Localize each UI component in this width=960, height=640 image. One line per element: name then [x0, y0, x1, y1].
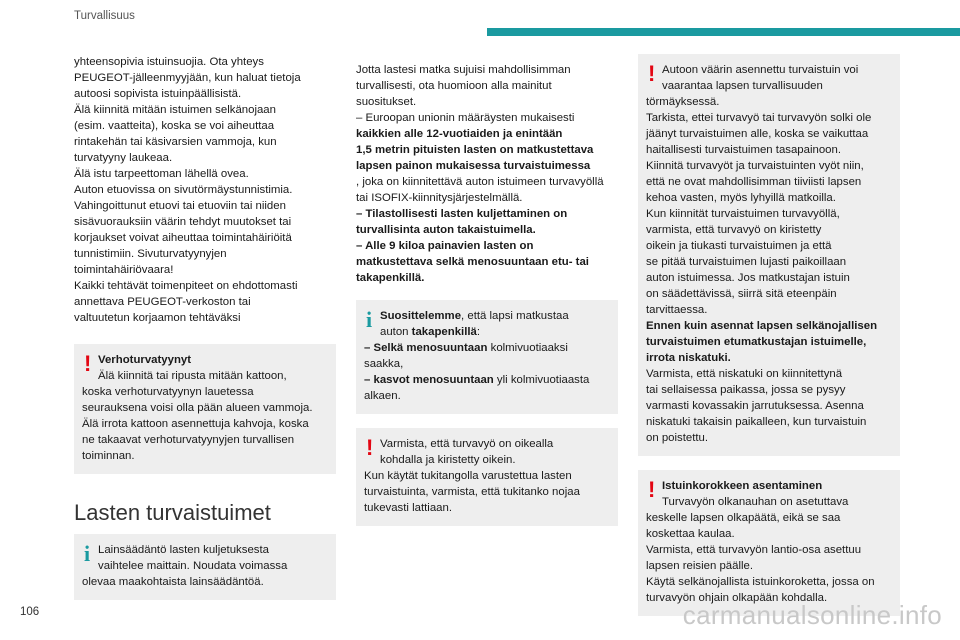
- text-line: turvatyyny laukeaa.: [74, 152, 173, 164]
- text-line: törmäyksessä.: [646, 96, 720, 108]
- text: , että lapsi matkustaa: [461, 310, 569, 322]
- bold-line: Ennen kuin asennat lapsen selkänojallisen: [646, 320, 878, 332]
- text-line: on säädettävissä, siirrä sitä eteenpäin: [646, 288, 837, 300]
- box-title: Verhoturvatyynyt: [98, 354, 192, 366]
- text-line: Kun kiinnität turvaistuimen turvavyöllä,: [646, 208, 840, 220]
- bold-text: – kasvot menosuuntaan: [364, 374, 494, 386]
- info-i-icon: i: [366, 307, 373, 332]
- text-line: seurauksena voisi olla pään alueen vammoja.: [82, 402, 313, 414]
- text-line: toimintahäiriövaara!: [74, 264, 174, 276]
- bold-line: turvallisinta auton takaistuimella.: [356, 224, 536, 236]
- text-line: niskatuki takaisin paikalleen, kun turvaistuin: [646, 416, 867, 428]
- text-line: Älä kiinnitä tai ripusta mitään kattoon,: [98, 370, 287, 382]
- text-line: vaihtelee maittain. Noudata voimassa: [98, 560, 288, 572]
- text-line: Varmista, että turvavyö on oikealla: [380, 438, 554, 450]
- bold-line: lapsen painon mukaisessa turvaistuimessa: [356, 160, 591, 172]
- text-line: (esim. vaatteita), koska se voi aiheuttaa: [74, 120, 275, 132]
- text-line: koska verhoturvatyynyn lauetessa: [82, 386, 254, 398]
- text-line: ne takaavat verhoturvatyynyjen turvallisen: [82, 434, 295, 446]
- text-line: PEUGEOT-jälleenmyyjään, kun haluat tietoja: [74, 72, 301, 84]
- text-line: varmasti kovassakin jarrutuksessa. Asenna: [646, 400, 864, 412]
- text-line: Älä irrota kattoon asennettuja kahvoja, koska: [82, 418, 309, 430]
- text-line: toiminnan.: [82, 450, 135, 462]
- text-line: on poistettu.: [646, 432, 709, 444]
- recommendations-text: [356, 62, 618, 286]
- text-line: Jotta lastesi matka sujuisi mahdollisimman: [356, 64, 571, 76]
- text-line: alkaen.: [364, 390, 401, 402]
- text-line: saakka,: [364, 358, 404, 370]
- column-2: [356, 54, 618, 526]
- text-line: kohdalla ja kiristetty oikein.: [380, 454, 516, 466]
- text-line: olevaa maakohtaista lainsäädäntöä.: [82, 576, 264, 588]
- text-line: turvavyön ohjain olkapään kohdalla.: [646, 592, 828, 604]
- bold-text: takapenkillä: [411, 326, 477, 338]
- text: auton: [380, 326, 412, 338]
- text-line: tai sellaisessa paikassa, jossa se pysyy: [646, 384, 846, 396]
- text-line: suositukset.: [356, 96, 417, 108]
- text-line: tunnistimiin. Sivuturvatyynyjen: [74, 248, 227, 260]
- info-i-icon: i: [84, 541, 91, 566]
- text-line: rintakehän tai käsivarsien vammoja, kun: [74, 136, 277, 148]
- bold-line: 1,5 metrin pituisten lasten on matkustettava: [356, 144, 594, 156]
- text-line: Älä kiinnitä mitään istuimen selkänojaan: [74, 104, 276, 116]
- text-line: Varmista, että niskatuki on kiinnitettynä: [646, 368, 843, 380]
- legislation-info-box: [74, 534, 336, 600]
- text-line: Auton etuovissa on sivutörmäystunnistimia.: [74, 184, 293, 196]
- text-line: keskelle lapsen olkapäätä, eikä se saa: [646, 512, 841, 524]
- curtain-airbag-warning-box: [74, 344, 336, 474]
- text-line: Vahingoittunut etuovi tai etuoviin tai niiden: [74, 200, 286, 212]
- text-line: Varmista, että turvavyön lantio-osa asettuu: [646, 544, 862, 556]
- text-line: oikein ja tiukasti turvaistuimen ja että: [646, 240, 832, 252]
- rear-seat-info-box: [356, 300, 618, 414]
- text-line: yhteensopivia istuinsuojia. Ota yhteys: [74, 56, 264, 68]
- text-line: auton istuimessa. Jos matkustajan istuin: [646, 272, 850, 284]
- column-3: [638, 54, 900, 616]
- text-line: – Euroopan unionin määräysten mukaisesti: [356, 112, 575, 124]
- text-line: jäänyt turvaistuimen alle, koska se vaikuttaa: [646, 128, 869, 140]
- booster-seat-warning-box: [638, 470, 900, 616]
- warning-exclamation-icon: !: [648, 477, 656, 502]
- bold-line: kaikkien alle 12-vuotiaiden ja enintään: [356, 128, 563, 140]
- warning-exclamation-icon: !: [366, 435, 374, 460]
- box-title: Istuinkorokkeen asentaminen: [662, 480, 823, 492]
- bold-line: matkustettava selkä menosuuntaan etu- tai: [356, 256, 589, 268]
- text-line: valtuutetun korjaamon tehtäväksi: [74, 312, 241, 324]
- text-line: että ne ovat mahdollisimman tiiviisti lapsen: [646, 176, 862, 188]
- text-line: tai ISOFIX-kiinnitysjärjestelmällä.: [356, 192, 523, 204]
- text-line: Käytä selkänojallista istuinkoroketta, jossa on: [646, 576, 875, 588]
- bold-text: – Selkä menosuuntaan: [364, 342, 488, 354]
- text-line: turvaistuinta, varmista, että tukitanko nojaa: [364, 486, 580, 498]
- seatbelt-warning-box: [356, 428, 618, 526]
- warning-exclamation-icon: !: [84, 351, 92, 376]
- text-line: turvallisesti, ota huomioon alla mainitut: [356, 80, 552, 92]
- text-line: lapsen reisien päälle.: [646, 560, 754, 572]
- text-line: tukevasti lattiaan.: [364, 502, 453, 514]
- text-line: Lainsäädäntö lasten kuljetuksesta: [98, 544, 269, 556]
- text-line: Kiinnitä turvavyöt ja turvaistuinten vyöt niin,: [646, 160, 864, 172]
- text-line: tarvittaessa.: [646, 304, 708, 316]
- text-line: Älä istu tarpeettoman lähellä ovea.: [74, 168, 249, 180]
- text-line: sisävuorauksiin väärin tehdyt muutokset tai: [74, 216, 292, 228]
- watermark: carmanualsonline.info: [682, 600, 942, 630]
- bold-line: takapenkillä.: [356, 272, 425, 284]
- text: yli kolmivuotiaasta: [493, 374, 590, 386]
- text: :: [476, 326, 481, 338]
- text-line: annettava PEUGEOT-verkoston tai: [74, 296, 251, 308]
- text-line: haitallisesti turvaistuimen tasapainoon.: [646, 144, 842, 156]
- bold-line: – Alle 9 kiloa painavien lasten on: [356, 240, 534, 252]
- intro-text: [74, 54, 336, 326]
- column-1: [74, 54, 336, 600]
- text-line: Kaikki tehtävät toimenpiteet on ehdottomasti: [74, 280, 298, 292]
- text-line: varmista, että turvavyö on kiristetty: [646, 224, 822, 236]
- text-line: , joka on kiinnitettävä auton istuimeen turvavyöllä: [356, 176, 604, 188]
- header-title: Turvallisuus: [74, 10, 135, 22]
- bold-line: – Tilastollisesti lasten kuljettaminen on: [356, 208, 568, 220]
- text-line: autoosi sopivista istuinpäällisistä.: [74, 88, 242, 100]
- text-line: Autoon väärin asennettu turvaistuin voi: [662, 64, 859, 76]
- header-accent-bar: [487, 28, 960, 36]
- text-line: Kun käytät tukitangolla varustettua lasten: [364, 470, 572, 482]
- bold-line: irrota niskatuki.: [646, 352, 731, 364]
- text-line: koskettaa kaulaa.: [646, 528, 735, 540]
- bold-line: turvaistuimen etumatkustajan istuimelle,: [646, 336, 867, 348]
- text-line: Tarkista, ettei turvavyö tai turvavyön solki ole: [646, 112, 872, 124]
- text-line: korjaukset voivat aiheuttaa toimintahäiriöitä: [74, 232, 292, 244]
- text-line: Turvavyön olkanauhan on asetuttava: [662, 496, 849, 508]
- text-line: se pitää turvaistuimen lujasti paikoillaan: [646, 256, 847, 268]
- bold-text: Suosittelemme: [380, 310, 462, 322]
- text: kolmivuotiaaksi: [487, 342, 568, 354]
- incorrect-install-warning-box: [638, 54, 900, 456]
- text-line: kehoa vasten, myös lyhyillä matkoilla.: [646, 192, 836, 204]
- section-heading: Lasten turvaistuimet: [74, 500, 271, 525]
- warning-exclamation-icon: !: [648, 61, 656, 86]
- page-number: 106: [20, 606, 40, 618]
- text-line: vaarantaa lapsen turvallisuuden: [662, 80, 823, 92]
